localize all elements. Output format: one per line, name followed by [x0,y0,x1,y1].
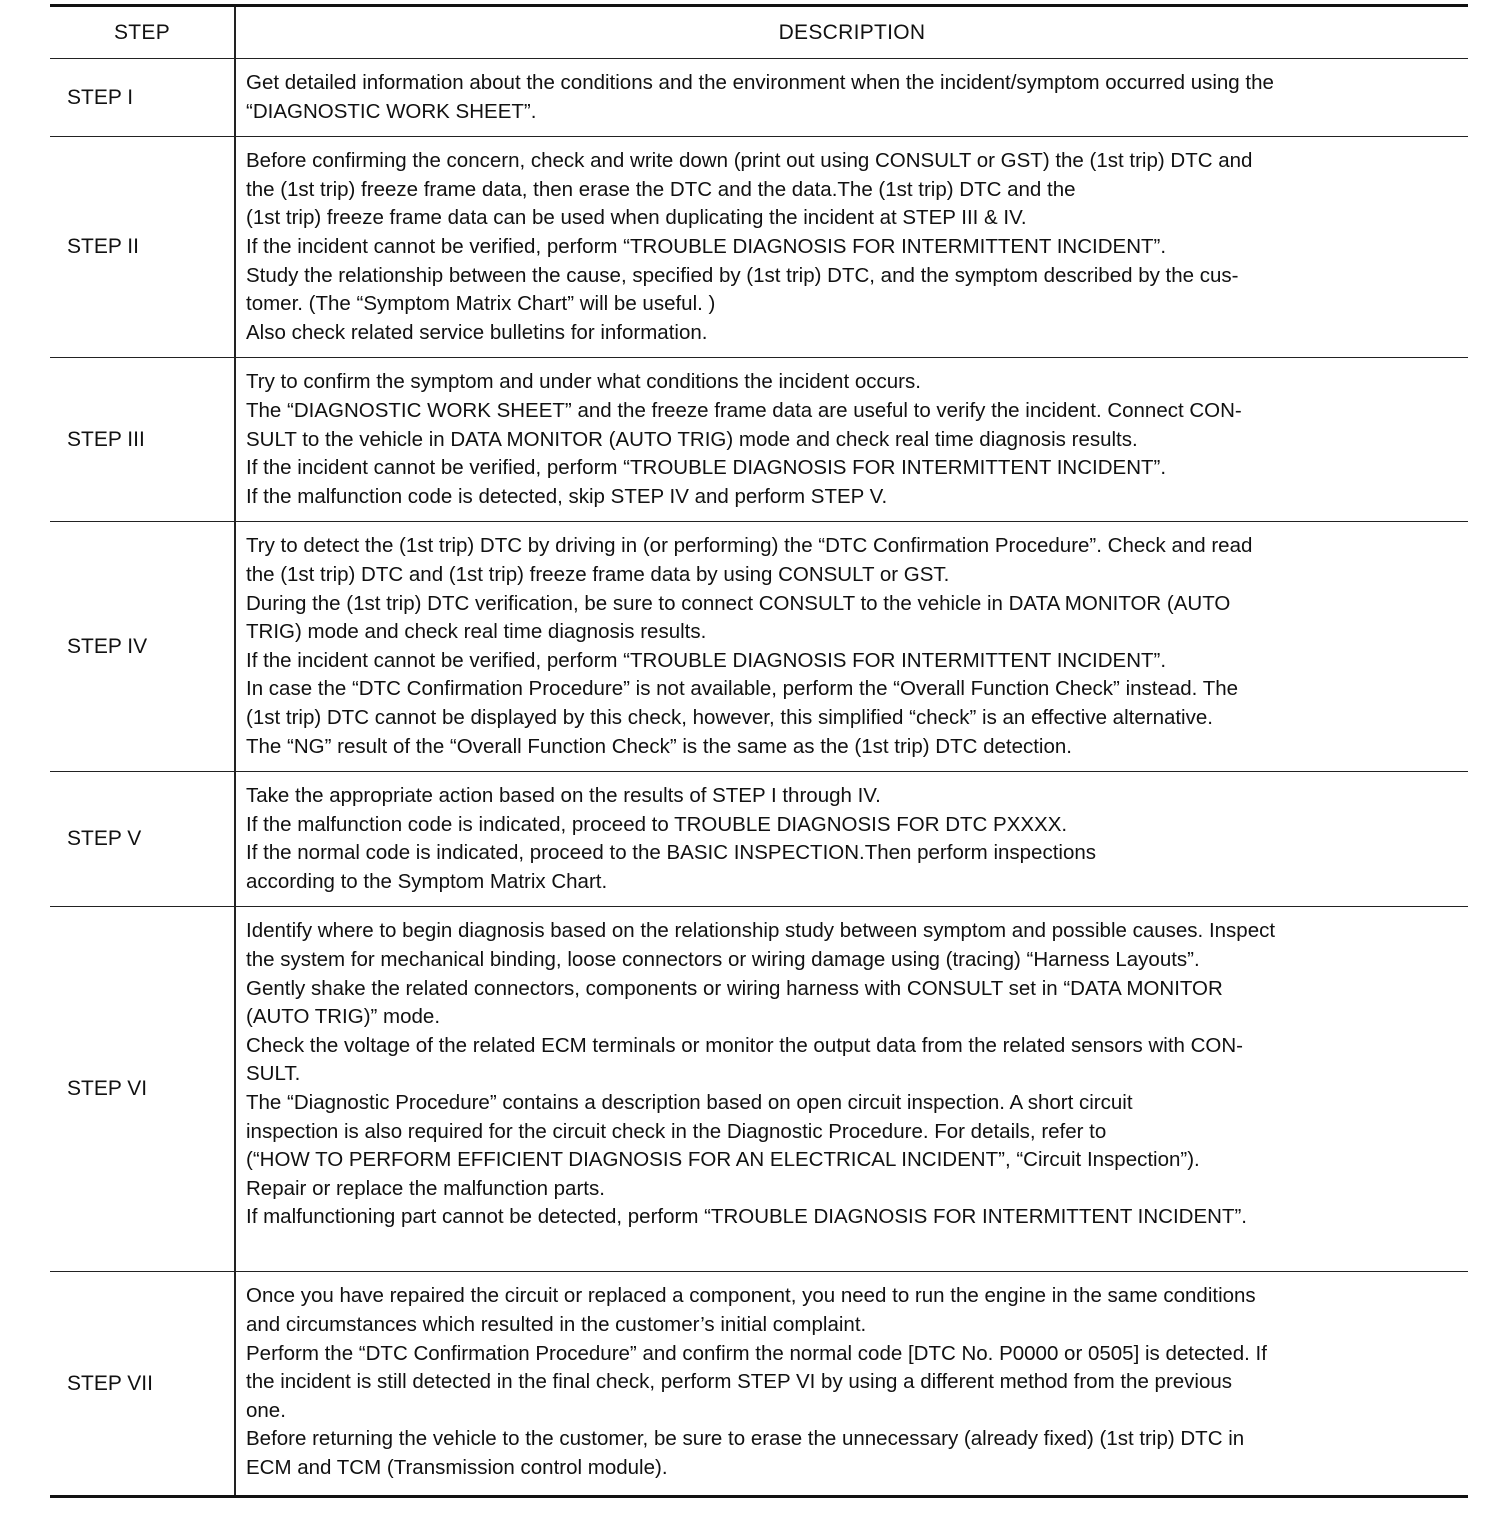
description-line: SULT to the vehicle in DATA MONITOR (AUTO TRIG) mode and check real time diagnosis results. [246,427,1138,451]
description-line: “DIAGNOSTIC WORK SHEET”. [246,99,537,123]
description-line: Try to confirm the symptom and under what conditions the incident occurs. [246,370,921,394]
description-line: Study the relationship between the cause, specified by (1st trip) DTC, and the symptom described by the cus- [246,263,1239,287]
description-line: inspection is also required for the circuit check in the Diagnostic Procedure. For details, refer to [246,1119,1107,1143]
step-description [235,772,1468,907]
description-line: the (1st trip) DTC and (1st trip) freeze frame data by using CONSULT or GST. [246,562,950,586]
step-label: STEP III [50,358,235,522]
description-line: Once you have repaired the circuit or replaced a component, you need to run the engine in the same conditions [246,1284,1256,1308]
description-line: the (1st trip) freeze frame data, then erase the DTC and the data.The (1st trip) DTC and the [246,177,1076,201]
description-line: If the incident cannot be verified, perform “TROUBLE DIAGNOSIS FOR INTERMITTENT INCIDENT”. [246,456,1167,480]
step-description [235,522,1468,772]
description-line: The “Diagnostic Procedure” contains a description based on open circuit inspection. A short circuit [246,1091,1133,1115]
step-label: STEP VI [50,907,235,1272]
description-line: (AUTO TRIG)” mode. [246,1005,441,1029]
description-line: If the incident cannot be verified, perform “TROUBLE DIAGNOSIS FOR INTERMITTENT INCIDENT”. [246,648,1167,672]
description-line: Also check related service bulletins for information. [246,320,708,344]
step-label: STEP VII [50,1272,235,1497]
description-line: Repair or replace the malfunction parts. [246,1176,605,1200]
description-line: Take the appropriate action based on the results of STEP I through IV. [246,784,881,808]
description-line: Identify where to begin diagnosis based on the relationship study between symptom and possible causes. Inspect [246,919,1276,943]
step-description [235,358,1468,522]
description-line: In case the “DTC Confirmation Procedure” is not available, perform the “Overall Function Check” instead. The [246,677,1239,701]
description-line: The “NG” result of the “Overall Function Check” is the same as the (1st trip) DTC detection. [246,734,1072,758]
description-line: according to the Symptom Matrix Chart. [246,869,608,893]
description-line: If the incident cannot be verified, perform “TROUBLE DIAGNOSIS FOR INTERMITTENT INCIDENT”. [246,234,1167,258]
description-line: Try to detect the (1st trip) DTC by driving in (or performing) the “DTC Confirmation Procedure”. Check and read [246,534,1253,558]
description-line: The “DIAGNOSTIC WORK SHEET” and the freeze frame data are useful to verify the incident. Connect CON- [246,398,1242,422]
description-line: Before confirming the concern, check and write down (print out using CONSULT or GST) the (1st trip) DTC and [246,149,1253,173]
table-row [50,59,1468,137]
description-line: TRIG) mode and check real time diagnosis results. [246,620,707,644]
header-description: DESCRIPTION [235,6,1468,59]
table-row [50,1272,1468,1497]
description-line: Perform the “DTC Confirmation Procedure” and confirm the normal code [DTC No. P0000 or 0505] is detected. If [246,1341,1267,1365]
description-line: Get detailed information about the conditions and the environment when the incident/symptom occurred using the [246,71,1274,94]
step-label: STEP I [50,59,235,137]
description-line: (1st trip) DTC cannot be displayed by this check, however, this simplified “check” is an effective alternative. [246,705,1213,729]
description-line: If malfunctioning part cannot be detected, perform “TROUBLE DIAGNOSIS FOR INTERMITTENT INCIDENT”. [246,1205,1247,1229]
description-line: ECM and TCM (Transmission control module). [246,1456,668,1480]
table-row [50,522,1468,772]
description-line: Gently shake the related connectors, components or wiring harness with CONSULT set in “DATA MONITOR [246,976,1223,1000]
description-line: If the normal code is indicated, proceed to the BASIC INSPECTION.Then perform inspections [246,841,1097,865]
description-line: If the malfunction code is detected, skip STEP IV and perform STEP V. [246,484,888,508]
description-line: the incident is still detected in the final check, perform STEP VI by using a different method from the previous [246,1370,1233,1394]
step-description [235,1272,1468,1497]
description-line: tomer. (The “Symptom Matrix Chart” will be useful. ) [246,292,716,316]
diagnostic-steps-sheet [50,4,1468,1498]
table-row [50,137,1468,358]
step-description [235,907,1468,1272]
description-line: (1st trip) freeze frame data can be used when duplicating the incident at STEP III & IV. [246,206,1027,230]
description-line: the system for mechanical binding, loose connectors or wiring damage using (tracing) “Harness Layouts”. [246,948,1200,972]
header-step: STEP [50,6,235,59]
step-label: STEP V [50,772,235,907]
step-label: STEP IV [50,522,235,772]
description-line: If the malfunction code is indicated, proceed to TROUBLE DIAGNOSIS FOR DTC PXXXX. [246,812,1068,836]
step-description [235,59,1468,137]
description-line: Before returning the vehicle to the customer, be sure to erase the unnecessary (already fixed) (1st trip) DTC in [246,1427,1245,1451]
step-description [235,137,1468,358]
table-header-row [50,6,1468,59]
step-label: STEP II [50,137,235,358]
description-line: Check the voltage of the related ECM terminals or monitor the output data from the related sensors with CON- [246,1033,1243,1057]
description-line: (“HOW TO PERFORM EFFICIENT DIAGNOSIS FOR AN ELECTRICAL INCIDENT”, “Circuit Inspection”). [246,1148,1200,1172]
description-line: During the (1st trip) DTC verification, be sure to connect CONSULT to the vehicle in DATA MONITOR (AUTO [246,591,1231,615]
description-line: one. [246,1398,286,1422]
table-row [50,772,1468,907]
table-row [50,907,1468,1272]
diagnostic-steps-table [50,4,1468,1498]
table-body [50,59,1468,1497]
table-row [50,358,1468,522]
spacer [246,1232,1458,1261]
description-line: and circumstances which resulted in the customer’s initial complaint. [246,1313,867,1337]
description-line: SULT. [246,1062,301,1086]
